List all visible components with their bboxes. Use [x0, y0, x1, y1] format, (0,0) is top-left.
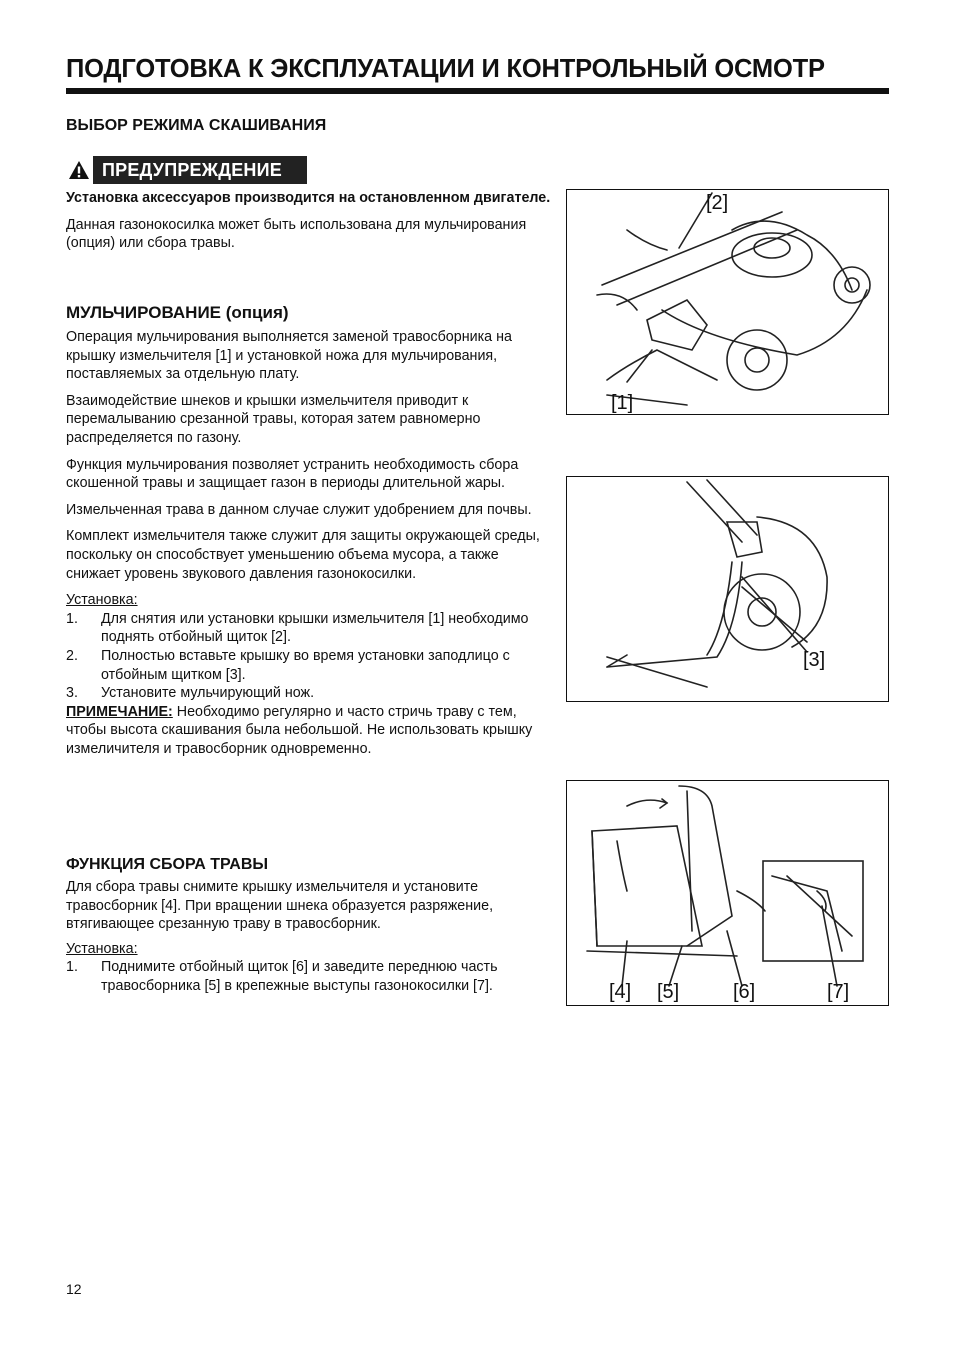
- list-item: [66, 610, 556, 647]
- section-title: ВЫБОР РЕЖИМА СКАШИВАНИЯ: [66, 117, 327, 134]
- mulching-steps: [66, 610, 556, 703]
- list-item: [66, 684, 556, 703]
- figure-callout: [6]: [733, 981, 756, 1003]
- grass-bag-illustration: [567, 781, 888, 1005]
- title-divider: [66, 88, 889, 94]
- lawnmower-illustration: [567, 190, 888, 414]
- note-text: Необходимо регулярно и часто стричь траву с тем, чтобы высота скашивания была небольшой. Не использовать крышку измеличителя и травосборник одновременно.: [66, 703, 533, 757]
- collection-text: Для сбора травы снимите крышку измельчителя и установите травосборник [4]. При вращении шнека образуется разряжение, втягивающее срезанную траву в травосборник.: [66, 879, 494, 933]
- step-number: 1.: [66, 959, 78, 976]
- figure-callout: [1]: [611, 392, 634, 414]
- mulching-install-label: Установка:: [66, 592, 138, 609]
- warning-banner: [65, 156, 307, 184]
- warning-bold-text: Установка аксессуаров производится на остановленном двигателе.: [66, 190, 551, 206]
- step-number: 3.: [66, 685, 78, 702]
- page-title: ПОДГОТОВКА К ЭКСПЛУАТАЦИИ И КОНТРОЛЬНЫЙ ОСМОТР: [66, 55, 825, 83]
- figure-callout: [7]: [827, 981, 850, 1003]
- list-item: [66, 958, 556, 995]
- page-number: 12: [66, 1281, 82, 1297]
- figure-cover-flush: [566, 476, 889, 702]
- figure-mulch-cover-install: [566, 189, 889, 415]
- mulching-paragraph: Комплект измельчителя также служит для защиты окружающей среды, поскольку он способствует уменьшению объема мусора, а также снижает уровень звукового давления газонокосилки.: [66, 528, 540, 582]
- mulching-paragraph: Операция мульчирования выполняется заменой травосборника на крышку измельчителя [1] и установкой ножа для мульчирования, поставляемых за отдельную плату.: [66, 329, 512, 383]
- note-label: ПРИМЕЧАНИЕ:: [66, 703, 173, 720]
- collection-title: ФУНКЦИЯ СБОРА ТРАВЫ: [66, 856, 269, 873]
- step-number: 1.: [66, 610, 78, 627]
- mulching-paragraph: Измельченная трава в данном случае служит удобрением для почвы.: [66, 501, 532, 518]
- mulching-note: [66, 703, 556, 759]
- step-text: Полностью вставьте крышку во время установки заподлицо с отбойным щитком [3].: [101, 647, 510, 683]
- mulching-paragraph: Взаимодействие шнеков и крышки измельчителя приводит к перемалыванию срезанной травы, которая затем равномерно распределяется по газону.: [66, 392, 481, 446]
- step-text: Поднимите отбойный щиток [6] и заведите переднюю часть травосборника [5] в крепежные выступы газонокосилки [7].: [101, 959, 498, 994]
- figure-grass-bag-install: [566, 780, 889, 1006]
- figure-callout: [2]: [706, 192, 729, 214]
- mulching-title: МУЛЬЧИРОВАНИЕ (опция): [66, 303, 289, 322]
- figure-callout: [3]: [803, 649, 826, 671]
- figure-callout: [4]: [609, 981, 632, 1003]
- warning-content: [66, 189, 556, 253]
- mulching-paragraph: Функция мульчирования позволяет устранить необходимость сбора скошенной травы и защищает газон в периоды длительной жары.: [66, 456, 519, 492]
- figure-callout: [5]: [657, 981, 680, 1003]
- collection-content: [66, 878, 556, 996]
- warning-label: ПРЕДУПРЕЖДЕНИЕ: [102, 159, 282, 180]
- deflector-illustration: [567, 477, 888, 701]
- list-item: [66, 647, 556, 684]
- warning-text: Данная газонокосилка может быть использована для мульчирования (опция) или сбора травы.: [66, 216, 527, 252]
- warning-triangle-icon: [65, 156, 93, 184]
- collection-steps: [66, 958, 556, 995]
- collection-install-label: Установка:: [66, 940, 138, 957]
- step-text: Установите мульчирующий нож.: [101, 685, 315, 702]
- step-text: Для снятия или установки крышки измельчителя [1] необходимо поднять отбойный щиток [2].: [101, 610, 529, 646]
- step-number: 2.: [66, 647, 78, 664]
- mulching-content: [66, 328, 556, 758]
